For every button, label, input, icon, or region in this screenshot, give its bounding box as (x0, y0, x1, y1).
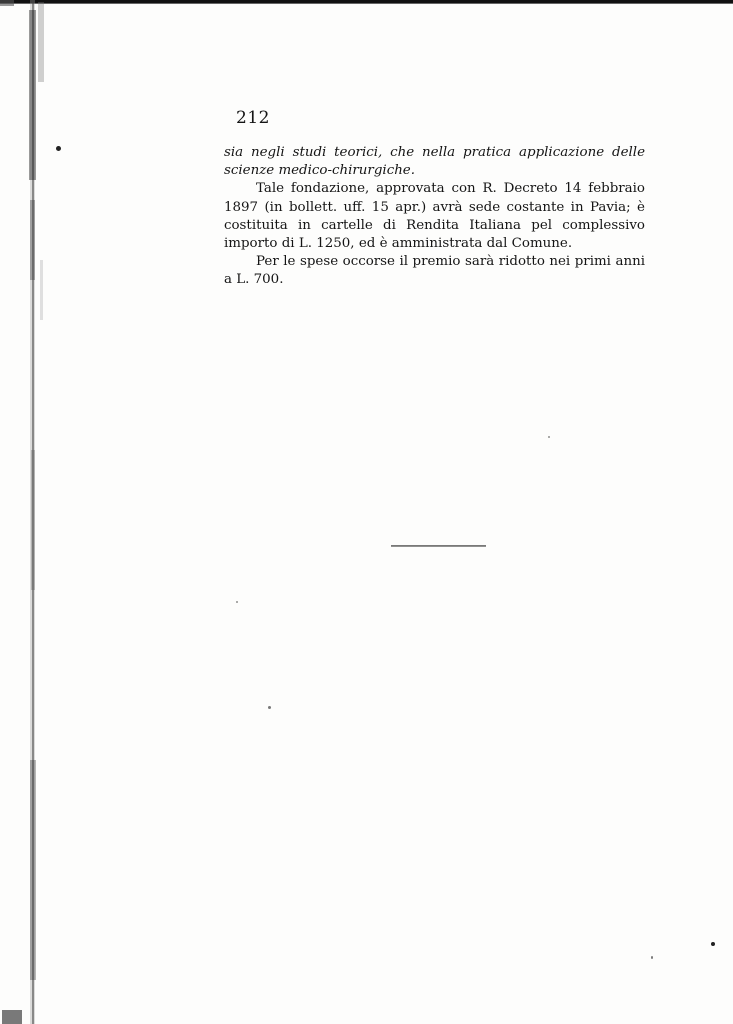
ink-speck (236, 601, 238, 603)
ink-speck (711, 942, 715, 946)
paragraph-foundation: Tale fondazione, approvata con R. Decreto 14 febbraio 1897 (in bollett. uff. 15 apr.) avrà sede costante in Pavia; è costituita in cartelle di Rendita Italiana pel complessivo importo di L. 1250, ed è amministrata dal Comune. (224, 181, 645, 252)
paragraph-prize-reduction: Per le spese occorse il premio sarà ridotto nei primi anni a L. 700. (224, 254, 645, 288)
page-number: 212 (236, 108, 270, 128)
body-text (224, 144, 645, 290)
ink-speck (651, 956, 653, 959)
section-end-rule (391, 545, 486, 547)
ink-speck (548, 436, 550, 438)
ink-speck (56, 146, 61, 151)
scan-top-edge (0, 0, 733, 5)
binding-gutter (0, 0, 46, 1024)
ink-speck (268, 706, 271, 709)
paragraph-closing-quote: sia negli studi teorici, che nella pratica applicazione delle scienze medico-chirurgiche. (224, 145, 645, 179)
